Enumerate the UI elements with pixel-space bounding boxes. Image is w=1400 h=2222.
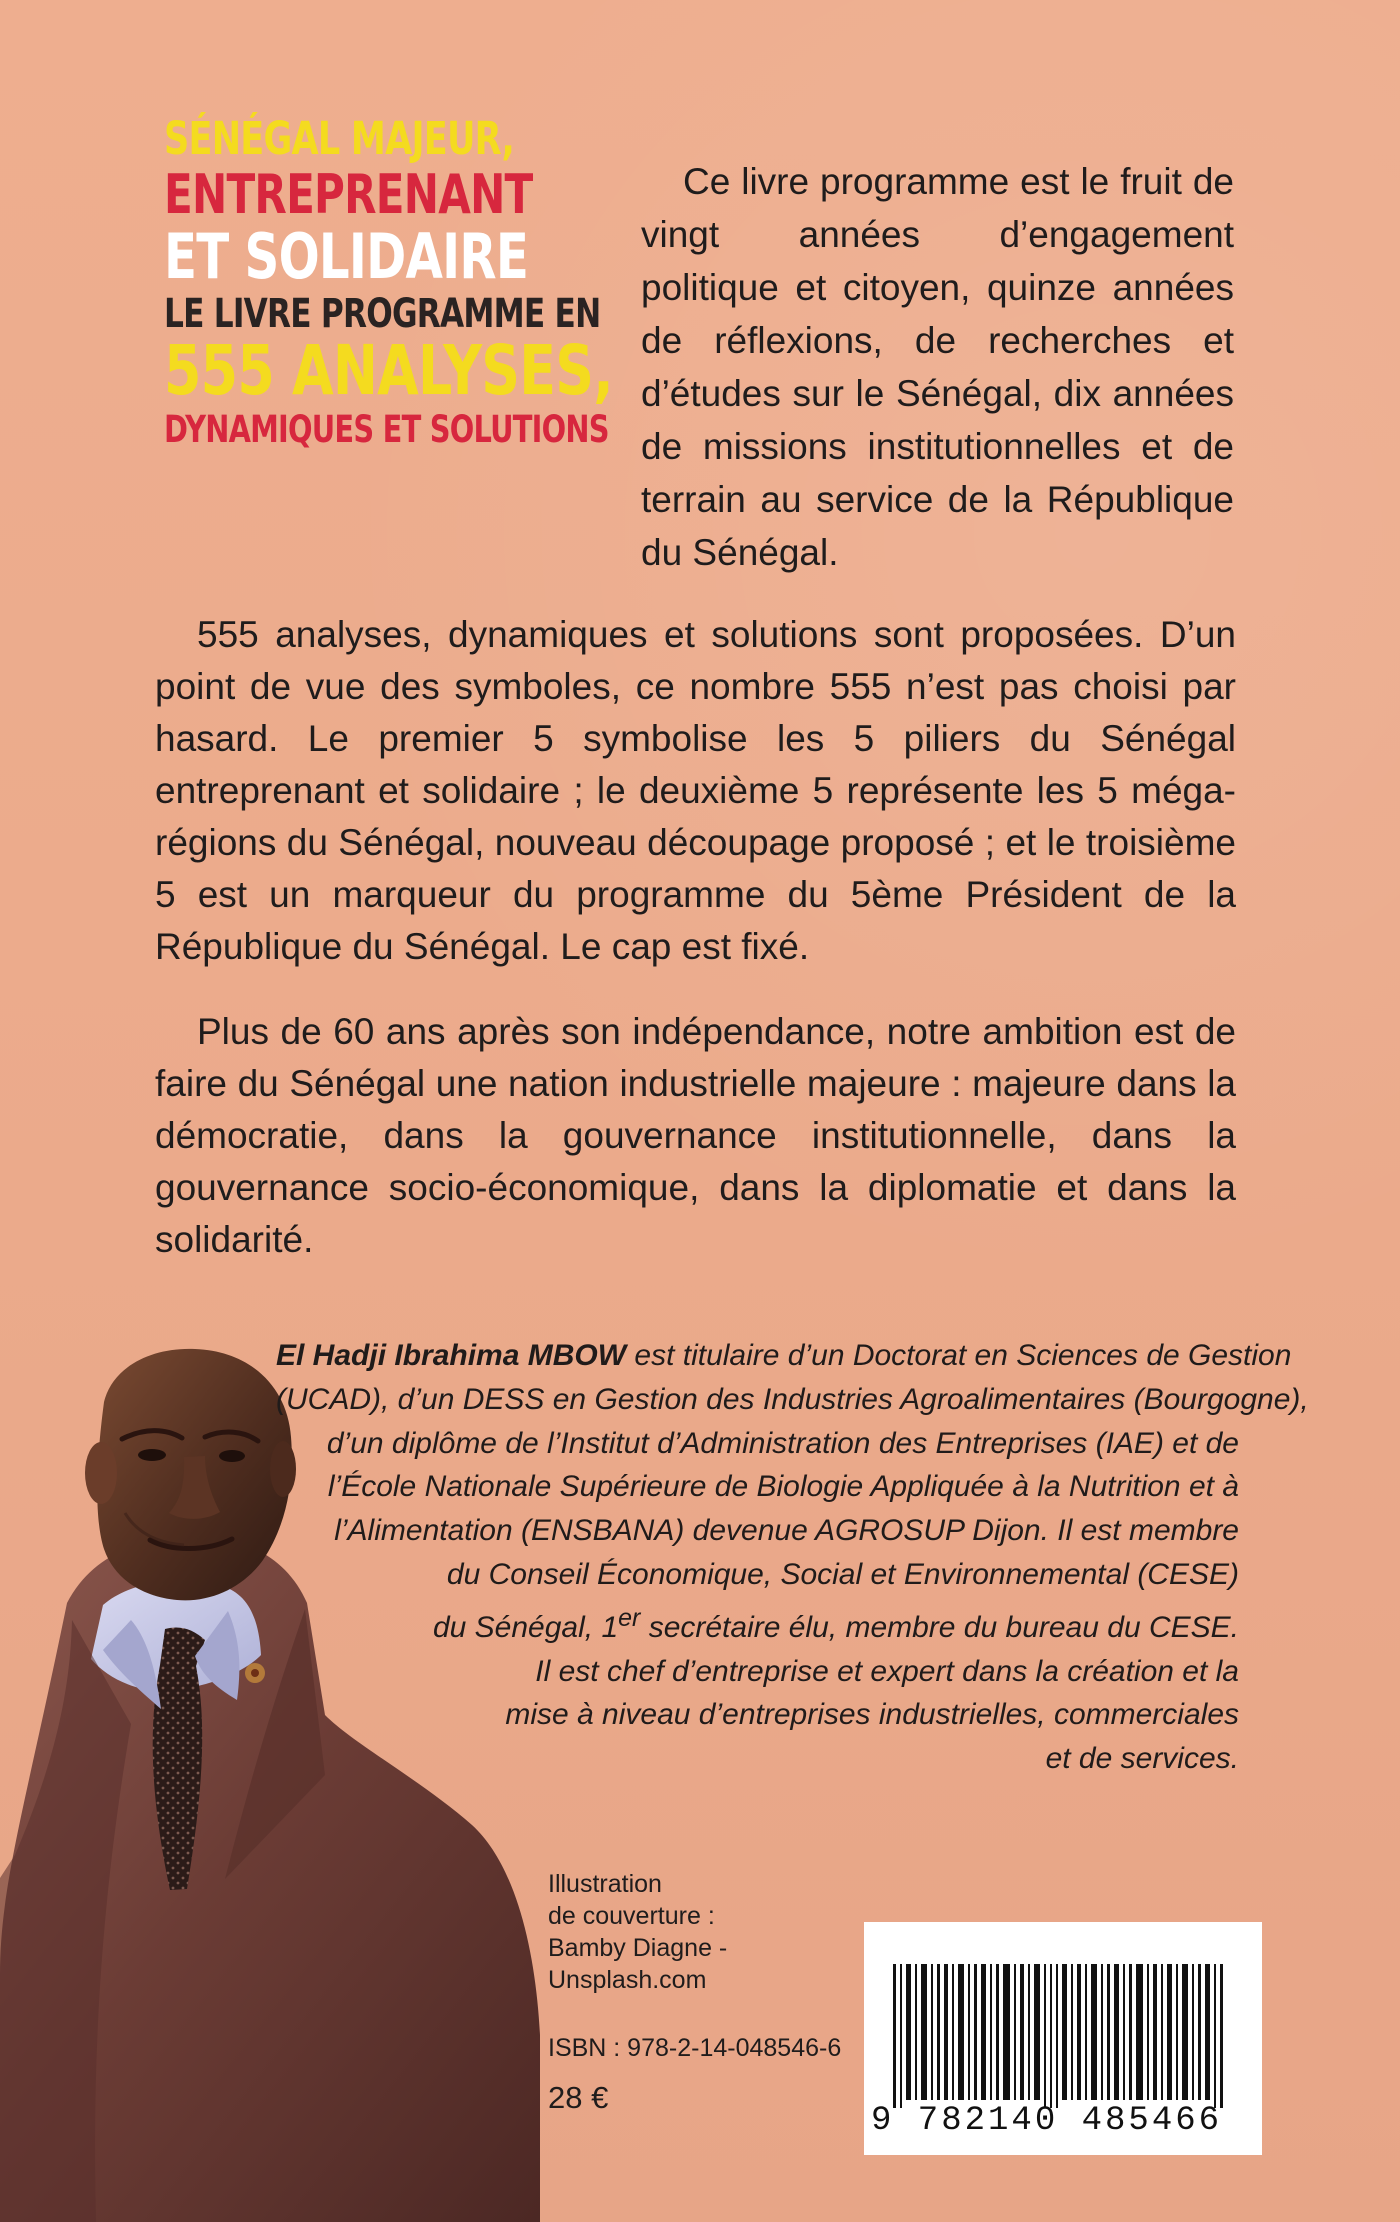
bio-line-9: mise à niveau d’entreprises industrielles, commerciales [505,1698,1239,1732]
bio-line-10: et de services. [1045,1742,1239,1776]
bio-line-6: du Conseil Économique, Social et Environnemental (CESE) [446,1557,1239,1591]
cover-credit [548,1868,743,1996]
credit-line-4: Unsplash.com [548,1966,707,1994]
title-line-555-analyses: 555 ANALYSES, [164,330,613,411]
bio-line-3: d’un diplôme de l’Institut d’Administration des Entreprises (IAE) et de [326,1426,1239,1460]
bio-line-5: l’Alimentation (ENSBANA) devenue AGROSUP Dijon. Il est membre [334,1514,1239,1548]
title-line-entreprenant: ENTREPRENANT [164,162,533,226]
book-title-block [164,112,613,452]
bio-line-2: (UCAD), d’un DESS en Gestion des Industries Agroalimentaires (Bourgogne), [276,1382,1309,1416]
title-line-livre-programme: LE LIVRE PROGRAMME EN [164,290,601,337]
credit-line-1: Illustration [548,1870,662,1898]
credit-line-2: de couverture : [548,1902,715,1930]
ambition-paragraph: Plus de 60 ans après son indépendance, notre ambition est de faire du Sénégal une nation industrielle majeure : majeure dans la démocratie, dans la gouvernance institutionnelle, dans la gouvernance socio-économique, dans la diplomatie et dans la solidarité. [155,1011,1236,1260]
bio-line-4: l’École Nationale Supérieure de Biologie Appliquée à la Nutrition et à [327,1470,1239,1504]
barcode-panel [864,1922,1262,2155]
symbolism-paragraph: 555 analyses, dynamiques et solutions sont proposées. D’un point de vue des symboles, ce nombre 555 n’est pas choisi par hasard. Le premier 5 symbolise les 5 piliers du Sénégal entreprenant et solidaire ; le deuxième 5 représente les 5 méga-régions du Sénégal, nouveau découpage proposé ; et le troisième 5 est un marqueur du programme du 5ème Président de la République du Sénégal. Le cap est fixé. [155,614,1236,967]
bio-line-1: El Hadji Ibrahima MBOW est titulaire d’un Doctorat en Sciences de Gestion [276,1339,1292,1372]
title-line-senegal-majeur: SÉNÉGAL MAJEUR, [164,112,515,165]
author-biography [276,1334,1309,1781]
barcode-number: 9 782140 485466 [871,2102,1223,2140]
title-line-dynamiques-solutions: DYNAMIQUES ET SOLUTIONS [164,408,609,452]
credit-line-3: Bamby Diagne - [548,1934,728,1962]
price-text: 28 € [548,2080,609,2115]
bio-line-7: du Sénégal, 1er secrétaire élu, membre du bureau du CESE. [432,1603,1239,1644]
isbn-text: ISBN : 978-2-14-048546-6 [548,2034,842,2062]
author-name: El Hadji Ibrahima MBOW [276,1339,627,1372]
title-line-solidaire: ET SOLIDAIRE [164,220,529,294]
intro-paragraph: Ce livre programme est le fruit de vingt années d’engagement politique et citoyen, quinze années de réflexions, de recherches et d’études sur le Sénégal, dix années de missions institutionnelles et de terrain au service de la République du Sénégal. [641,161,1234,573]
bio-line-8: Il est chef d’entreprise et expert dans la création et la [535,1654,1239,1688]
